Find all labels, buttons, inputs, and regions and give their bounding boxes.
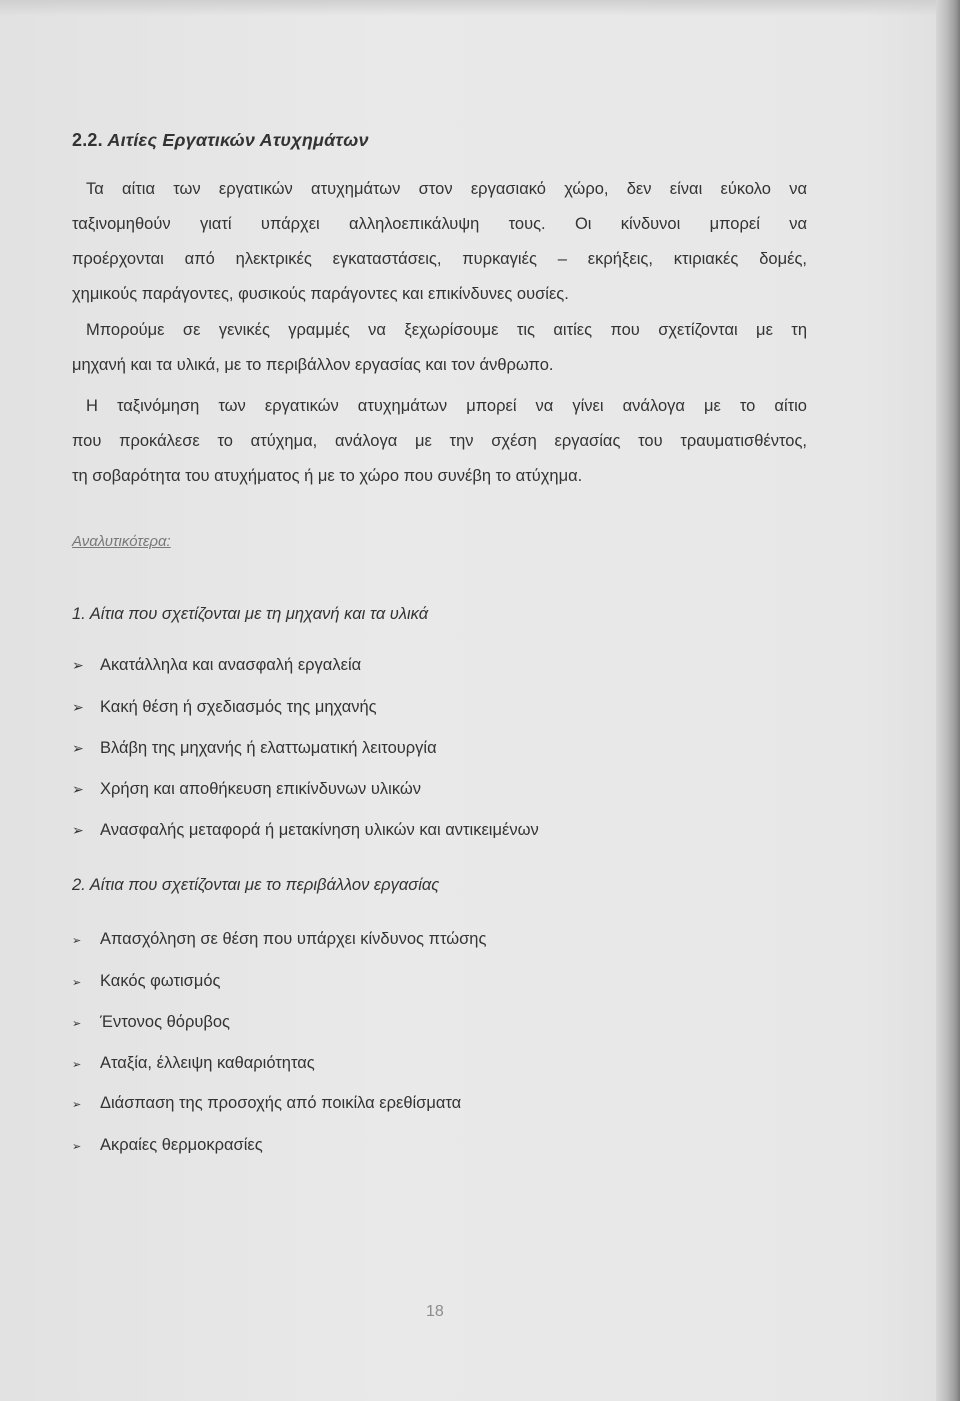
- list-item-text: Απασχόληση σε θέση που υπάρχει κίνδυνος πτώσης: [100, 930, 487, 948]
- list-item: [72, 1054, 315, 1073]
- list-item: [72, 780, 421, 799]
- list-item: [72, 1136, 263, 1155]
- paragraph-line: προέρχονται από ηλεκτρικές εγκαταστάσεις, πυρκαγιές – εκρήξεις, κτιριακές δομές,: [72, 250, 807, 268]
- section-2-title: 2. Αίτια που σχετίζονται με το περιβάλλον εργασίας: [72, 876, 440, 894]
- list-item-text: Έντονος θόρυβος: [100, 1013, 230, 1031]
- list-item: [72, 972, 220, 991]
- paragraph-3: [72, 389, 807, 494]
- arrowhead-bullet-icon: ➢: [72, 781, 84, 797]
- list-item-text: Ακραίες θερμοκρασίες: [100, 1136, 263, 1154]
- list-item-text: Αταξία, έλλειψη καθαριότητας: [100, 1054, 315, 1072]
- list-item: [72, 739, 437, 758]
- arrowhead-bullet-icon: ➢: [72, 935, 82, 947]
- section-1-title: 1. Αίτια που σχετίζονται με τη μηχανή και τα υλικά: [72, 605, 429, 623]
- list-item-text: Κακή θέση ή σχεδιασμός της μηχανής: [100, 698, 377, 716]
- list-item-text: Χρήση και αποθήκευση επικίνδυνων υλικών: [100, 780, 422, 798]
- paragraph-2: [72, 313, 807, 383]
- arrowhead-bullet-icon: ➢: [72, 1099, 82, 1111]
- paragraph-line: ταξινομηθούν γιατί υπάρχει αλληλοεπικάλυψη τους. Οι κίνδυνοι μπορεί να: [72, 215, 807, 233]
- paragraph-1: [72, 172, 807, 312]
- section-title: Αιτίες Εργατικών Ατυχημάτων: [107, 130, 369, 150]
- list-item: [72, 930, 486, 949]
- paragraph-line: που προκάλεσε το ατύχημα, ανάλογα με την σχέση εργασίας του τραυματισθέντος,: [72, 432, 807, 450]
- list-item-text: Κακός φωτισμός: [100, 972, 221, 990]
- scan-top-shadow: [0, 0, 960, 16]
- list-item-text: Βλάβη της μηχανής ή ελαττωματική λειτουργία: [100, 739, 437, 757]
- section-heading: [72, 130, 369, 151]
- paragraph-line: τη σοβαρότητα του ατυχήματος ή με το χώρο που συνέβη το ατύχημα.: [72, 467, 583, 485]
- list-item-text: Διάσπαση της προσοχής από ποικίλα ερεθίσματα: [100, 1094, 462, 1112]
- list-item-text: Ανασφαλής μεταφορά ή μετακίνηση υλικών και αντικειμένων: [100, 821, 539, 839]
- list-item: [72, 1094, 461, 1113]
- arrowhead-bullet-icon: ➢: [72, 977, 82, 989]
- details-subheading: Αναλυτικότερα:: [72, 533, 171, 550]
- list-item: [72, 698, 377, 717]
- arrowhead-bullet-icon: ➢: [72, 1059, 82, 1071]
- list-item: [72, 821, 539, 840]
- arrowhead-bullet-icon: ➢: [72, 1018, 82, 1030]
- list-item: [72, 1013, 230, 1032]
- section-number: 2.2.: [72, 130, 103, 150]
- arrowhead-bullet-icon: ➢: [72, 740, 84, 756]
- list-item-text: Ακατάλληλα και ανασφαλή εργαλεία: [100, 656, 362, 674]
- list-item: [72, 656, 361, 675]
- paragraph-line: Μπορούμε σε γενικές γραμμές να ξεχωρίσουμε τις αιτίες που σχετίζονται με τη: [86, 321, 807, 339]
- paragraph-line: Η ταξινόμηση των εργατικών ατυχημάτων μπορεί να γίνει ανάλογα με το αίτιο: [86, 397, 807, 415]
- arrowhead-bullet-icon: ➢: [72, 1141, 82, 1153]
- paragraph-line: χημικούς παράγοντες, φυσικούς παράγοντες και επικίνδυνες ουσίες.: [72, 285, 569, 303]
- paragraph-line: Τα αίτια των εργατικών ατυχημάτων στον εργασιακό χώρο, δεν είναι εύκολο να: [86, 180, 807, 198]
- page-number: 18: [426, 1303, 444, 1320]
- paragraph-line: μηχανή και τα υλικά, με το περιβάλλον εργασίας και τον άνθρωπο.: [72, 356, 554, 374]
- arrowhead-bullet-icon: ➢: [72, 657, 84, 673]
- arrowhead-bullet-icon: ➢: [72, 699, 84, 715]
- binding-edge: [936, 0, 960, 1401]
- arrowhead-bullet-icon: ➢: [72, 822, 84, 838]
